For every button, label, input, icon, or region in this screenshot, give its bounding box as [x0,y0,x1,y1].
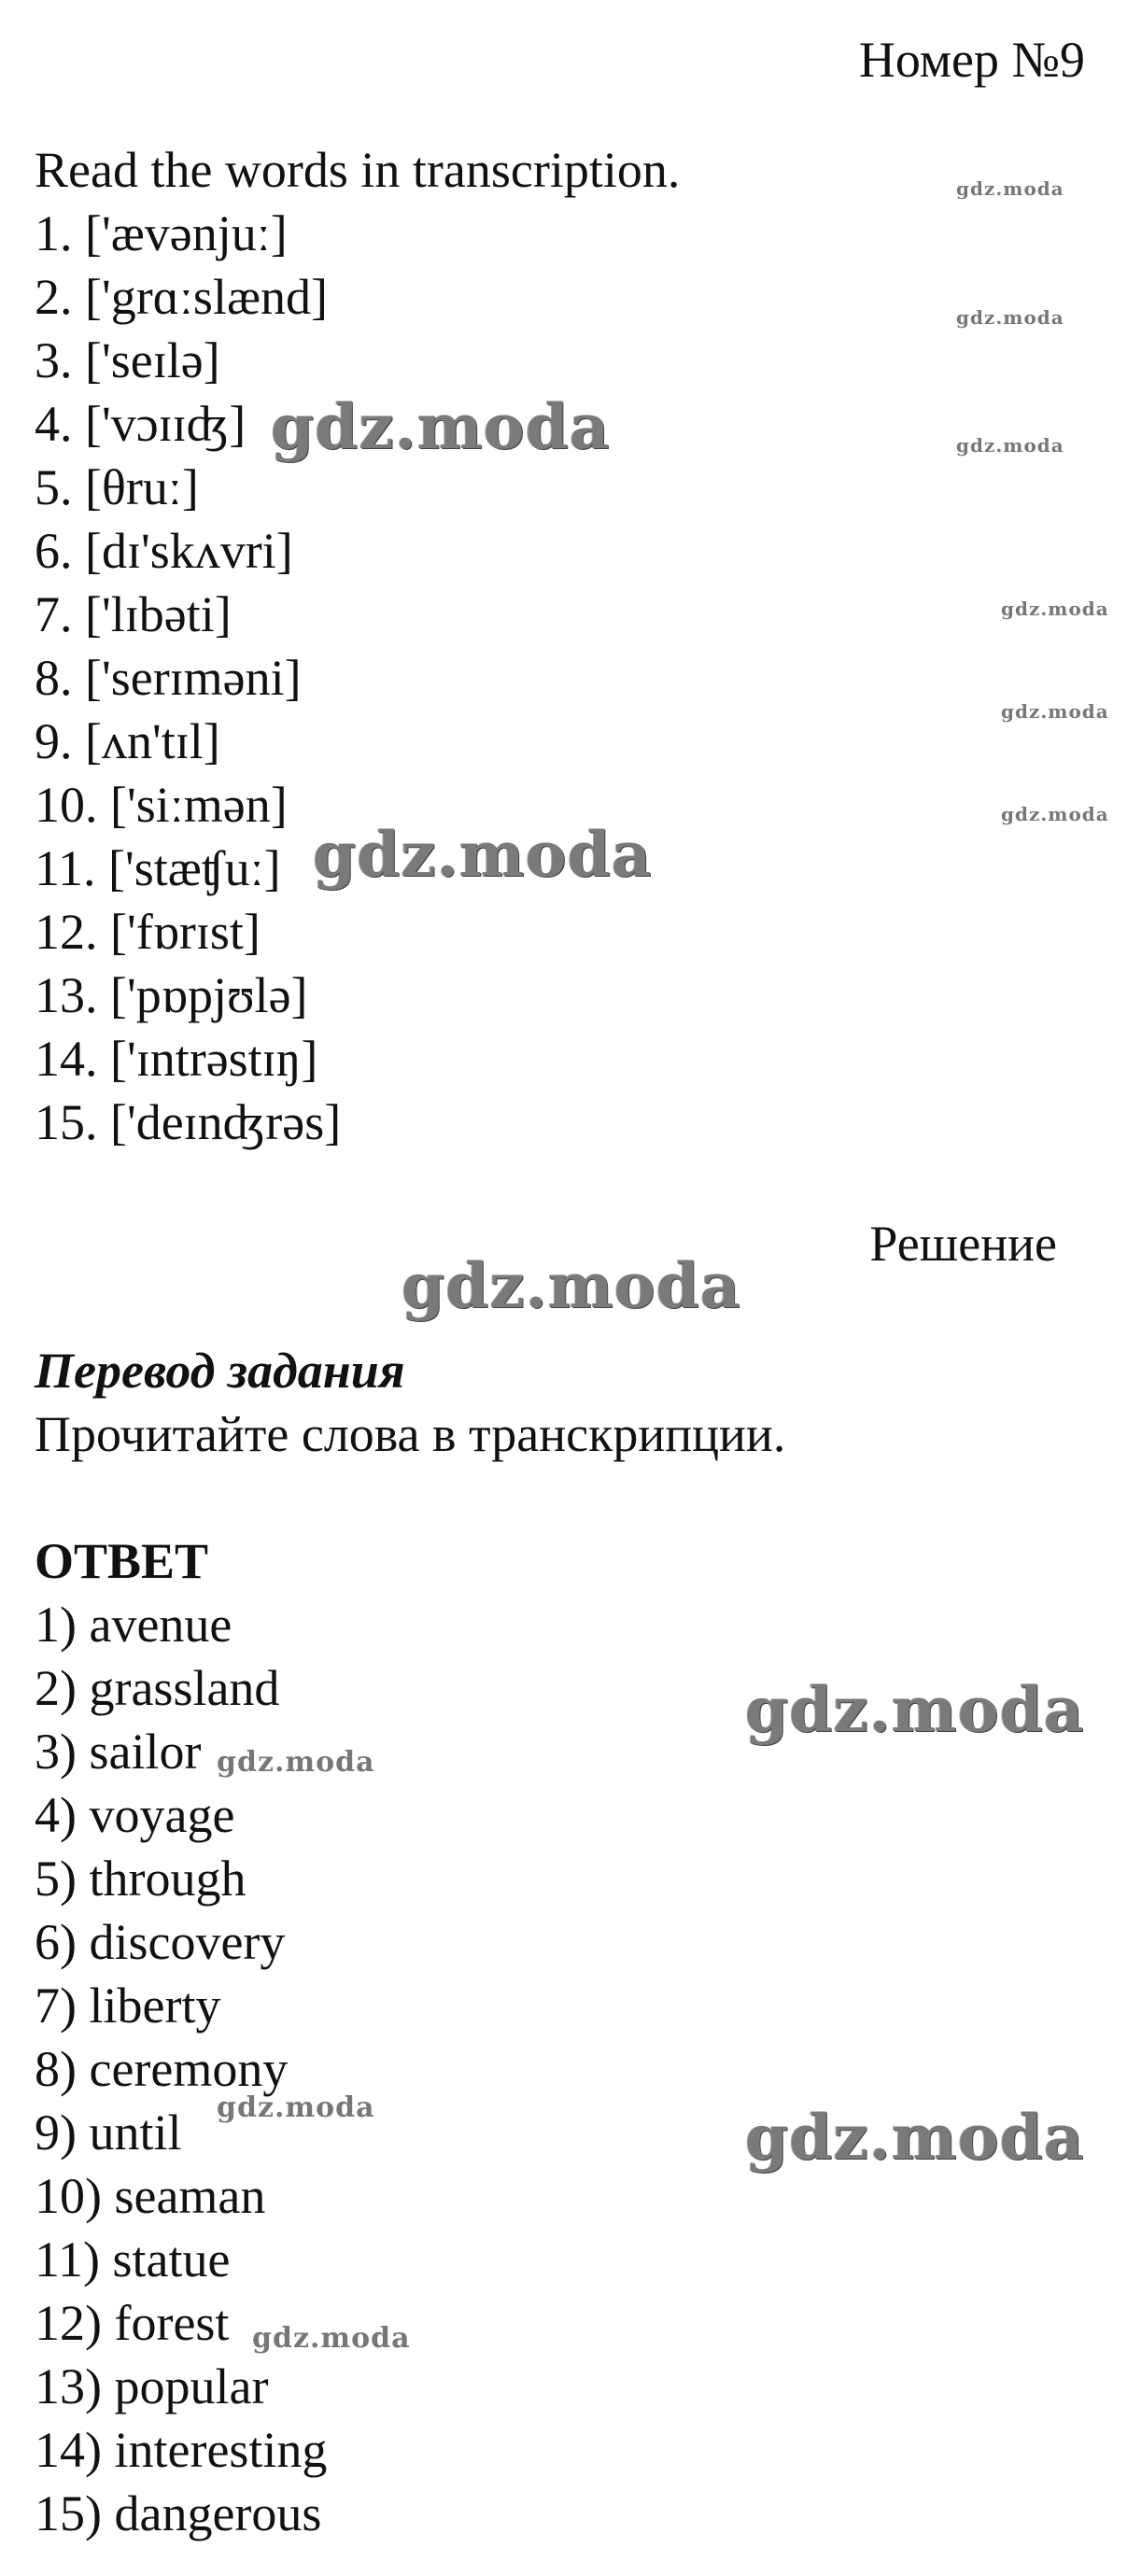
watermark: gdz.moda [745,1673,1085,1746]
watermark: gdz.moda [745,2101,1085,2174]
watermark: gdz.moda [217,2091,375,2124]
transcription-item: 1. ['ævənjuː] [35,205,288,261]
transcription-item: 12. ['fɒrɪst] [35,904,261,960]
watermark: gdz.moda [252,2322,411,2355]
page-number: Номер №9 [858,32,1085,88]
answer-item: 11) statue [35,2231,231,2287]
answer-item: 7) liberty [35,1978,221,2034]
transcription-item: 9. [ʌn'tɪl] [35,713,220,769]
answer-heading: ОТВЕТ [35,1533,209,1589]
transcription-item: 13. ['pɒpjʊlə] [35,967,308,1023]
answer-item: 15) dangerous [35,2485,322,2541]
answer-item: 1) avenue [35,1597,232,1653]
answer-item: 10) seaman [35,2168,266,2224]
watermark: gdz.moda [313,818,653,891]
transcription-item: 11. ['stæʧuː] [35,840,281,896]
answer-item: 13) popular [35,2358,269,2414]
watermark: gdz.moda [956,306,1064,329]
watermark: gdz.moda [401,1249,741,1322]
translation-text: Прочитайте слова в транскрипции. [35,1406,786,1462]
transcription-item: 3. ['seɪlə] [35,332,220,388]
watermark: gdz.moda [1001,803,1109,825]
transcription-item: 15. ['deɪnʤrəs] [35,1094,342,1150]
answer-item: 6) discovery [35,1914,286,1970]
answer-item: 5) through [35,1851,247,1907]
transcription-item: 6. [dɪ'skʌvri] [35,523,293,579]
watermark: gdz.moda [1001,700,1109,723]
watermark: gdz.moda [1001,598,1109,620]
answer-item: 14) interesting [35,2422,328,2478]
transcription-item: 14. ['ɪntrəstɪŋ] [35,1031,318,1087]
transcription-item: 7. ['lɪbəti] [35,586,232,642]
answer-list [35,1593,327,2545]
answer-item: 8) ceremony [35,2041,289,2097]
answer-item: 2) grassland [35,1660,280,1716]
answer-item: 12) forest [35,2295,230,2351]
watermark: gdz.moda [956,177,1064,200]
transcription-item: 10. ['siːmən] [35,777,288,833]
task-instruction: Read the words in transcription. [35,142,681,198]
transcription-item: 2. ['grɑːslænd] [35,269,328,325]
translation-heading: Перевод задания [35,1343,405,1399]
watermark: gdz.moda [956,434,1064,457]
transcription-item: 8. ['serɪməni] [35,650,302,706]
watermark: gdz.moda [271,390,611,463]
solution-label: Решение [869,1216,1057,1272]
transcription-item: 5. [θruː] [35,459,199,515]
answer-item: 3) sailor [35,1724,202,1780]
watermark: gdz.moda [217,1746,375,1779]
answer-item: 4) voyage [35,1787,235,1843]
answer-item: 9) until [35,2104,182,2161]
transcription-item: 4. ['vɔɪɪʤ] [35,396,247,452]
task-block [35,138,680,1154]
